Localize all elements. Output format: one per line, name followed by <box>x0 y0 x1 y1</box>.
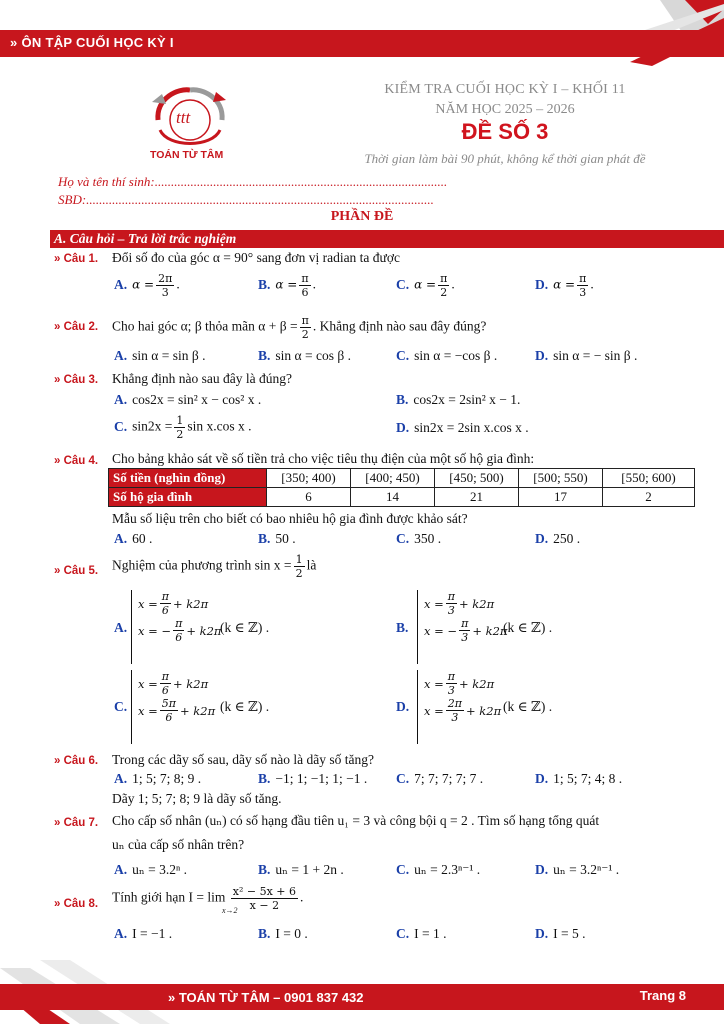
part-title: PHẦN ĐỀ <box>330 209 394 224</box>
q7-label: » Câu 7. <box>54 817 99 829</box>
count-cell: 21 <box>435 488 519 507</box>
q5-option-a-letter: A. <box>114 620 128 635</box>
q1-text: Đổi số đo của góc α = 90° sang đơn vị radian ta được <box>112 250 400 265</box>
q3-option-c: C. sin2x = $\frac{1}{2}$ sin x.cos x . <box>114 414 252 441</box>
bin-cell: [500; 550) <box>519 469 603 488</box>
q2-option-d: D. sin α = − sin β . <box>535 348 638 363</box>
q2-label: » Câu 2. <box>54 321 99 333</box>
row-header-amount: Số tiền (nghìn đồng) <box>109 469 267 488</box>
q8-text: Tính giới hạn I = lim $\frac{\text{x² − 5x + 6}}{x - 2}$ . <box>112 885 304 912</box>
q5-option-d-letter: D. <box>396 699 410 714</box>
student-sbd-field: SBD:........................................................................................................... <box>58 192 434 207</box>
q5-option-c-system: x = $\frac{\pi}{6}$ + k2π x = $\frac{5\pi}{6}$ + k2π <box>131 670 215 744</box>
section-a-bar <box>50 230 724 248</box>
count-cell: 2 <box>603 488 695 507</box>
q4-question: Mẫu số liệu trên cho biết có bao nhiêu hộ gia đình được khảo sát? <box>112 511 468 526</box>
q4-option-d: D. 250 . <box>535 531 581 546</box>
section-a-title: A. Câu hỏi – Trả lời trắc nghiệm <box>54 231 237 246</box>
q5-option-d-k: (k ∈ ℤ) . <box>503 699 553 714</box>
q2-option-c: C. sin α = −cos β . <box>396 348 498 363</box>
q5-option-a-system: x = $\frac{\pi}{6}$ + k2π x = − $\frac{\pi}{6}$ + k2π <box>131 590 221 664</box>
q8-option-b: B. I = 0 . <box>258 926 308 941</box>
q6-option-d: D. 1; 5; 7; 4; 8 . <box>535 771 623 786</box>
q5-option-b-letter: B. <box>396 620 409 635</box>
q4-text: Cho bảng khảo sát về số tiền trả cho việc tiêu thụ điện của một số hộ gia đình: <box>112 451 535 466</box>
q5-option-d-system: x = $\frac{\pi}{3}$ + k2π x = $\frac{2\pi}{3}$ + k2π <box>417 670 501 744</box>
footer-brand: » TOÁN TỪ TÂM – 0901 837 432 <box>168 990 364 1005</box>
q7-option-d: D. uₙ = 3.2ⁿ⁻¹ . <box>535 862 620 877</box>
q5-label: » Câu 5. <box>54 565 99 577</box>
page-number: Trang 8 <box>639 988 686 1003</box>
q7-option-c: C. uₙ = 2.3ⁿ⁻¹ . <box>396 862 481 877</box>
exam-duration: Thời gian làm bài 90 phút, không kể thời gian phát đề <box>364 151 646 166</box>
q6-option-c: C. 7; 7; 7; 7; 7 . <box>396 771 484 786</box>
bin-cell: [400; 450) <box>351 469 435 488</box>
q6-option-b: B. −1; 1; −1; 1; −1 . <box>258 771 368 786</box>
q7-text: Cho cấp số nhân (uₙ) có số hạng đầu tiên u₁ = 3 và công bội q = 2 . Tìm số hạng tổng quát <box>112 813 600 828</box>
q4-option-c: C. 350 . <box>396 531 442 546</box>
brand-logo <box>138 80 242 164</box>
bin-cell: [450; 500) <box>435 469 519 488</box>
q8-option-d: D. I = 5 . <box>535 926 586 941</box>
q3-option-d: D. sin2x = 2sin x.cos x . <box>396 420 529 435</box>
survey-table <box>108 468 695 507</box>
q4-label: » Câu 4. <box>54 455 99 467</box>
q8-limit-sub: x→2 <box>222 906 238 915</box>
q3-text: Khẳng định nào sau đây là đúng? <box>112 371 292 386</box>
q3-label: » Câu 3. <box>54 374 99 386</box>
q4-option-b: B. 50 . <box>258 531 296 546</box>
q3-option-a: A. cos2x = sin² x − cos² x . <box>114 392 262 407</box>
q8-label: » Câu 8. <box>54 898 99 910</box>
q6-option-a: A. 1; 5; 7; 8; 9 . <box>114 771 202 786</box>
q7-option-b: B. uₙ = 1 + 2n . <box>258 862 344 877</box>
q5-option-c-letter: C. <box>114 699 128 714</box>
exam-year: NĂM HỌC 2025 – 2026 <box>435 102 575 117</box>
count-cell: 6 <box>267 488 351 507</box>
q1-option-d: D. α = $\frac{\pi}{3}$ . <box>535 272 594 299</box>
q5-option-b-k: (k ∈ ℤ) . <box>503 620 553 635</box>
q2-text: Cho hai góc α; β thỏa mãn α + β = $\frac{\pi}{2}$ . Khẳng định nào sau đây đúng? <box>112 314 487 341</box>
q5-option-c-k: (k ∈ ℤ) . <box>220 699 270 714</box>
q1-option-c: C. α = $\frac{\pi}{2}$ . <box>396 272 455 299</box>
table-row <box>109 469 695 488</box>
q6-note: Dãy 1; 5; 7; 8; 9 là dãy số tăng. <box>112 791 282 806</box>
q8-option-a: A. I = −1 . <box>114 926 173 941</box>
q5-option-a-k: (k ∈ ℤ) . <box>220 620 270 635</box>
q1-option-b: B. α = $\frac{\pi}{6}$ . <box>258 272 316 299</box>
q7-option-a: A. uₙ = 3.2ⁿ . <box>114 862 187 877</box>
bin-cell: [550; 600) <box>603 469 695 488</box>
q5-option-b-system: x = $\frac{\pi}{3}$ + k2π x = − $\frac{\pi}{3}$ + k2π <box>417 590 507 664</box>
q2-option-b: B. sin α = cos β . <box>258 348 351 363</box>
logo-initials: ttt <box>176 108 191 127</box>
table-row <box>109 488 695 507</box>
student-name-field: Họ và tên thí sinh:.......................................................................................... <box>58 174 448 189</box>
q2-option-a: A. sin α = sin β . <box>114 348 206 363</box>
q7-text-2: uₙ của cấp số nhân trên? <box>112 837 245 852</box>
row-header-households: Số hộ gia đình <box>109 488 267 507</box>
top-banner-label: » ÔN TẬP CUỐI HỌC KỲ I <box>10 35 174 50</box>
q6-text: Trong các dãy số sau, dãy số nào là dãy số tăng? <box>112 752 374 767</box>
exam-number: ĐỀ SỐ 3 <box>461 119 549 144</box>
q4-option-a: A. 60 . <box>114 531 153 546</box>
q6-label: » Câu 6. <box>54 755 99 767</box>
count-cell: 14 <box>351 488 435 507</box>
q1-label: » Câu 1. <box>54 253 99 265</box>
q8-option-c: C. I = 1 . <box>396 926 447 941</box>
bin-cell: [350; 400) <box>267 469 351 488</box>
exam-title: KIỂM TRA CUỐI HỌC KỲ I – KHỐI 11 <box>384 82 626 97</box>
q5-text: Nghiệm của phương trình sin x = $\frac{1}{2}$ là <box>112 553 317 580</box>
logo-name: TOÁN TỪ TÂM <box>150 149 224 161</box>
count-cell: 17 <box>519 488 603 507</box>
q1-option-a: A. α = $\frac{2\pi}{3}$ . <box>114 272 180 299</box>
q3-option-b: B. cos2x = 2sin² x − 1. <box>396 392 521 407</box>
